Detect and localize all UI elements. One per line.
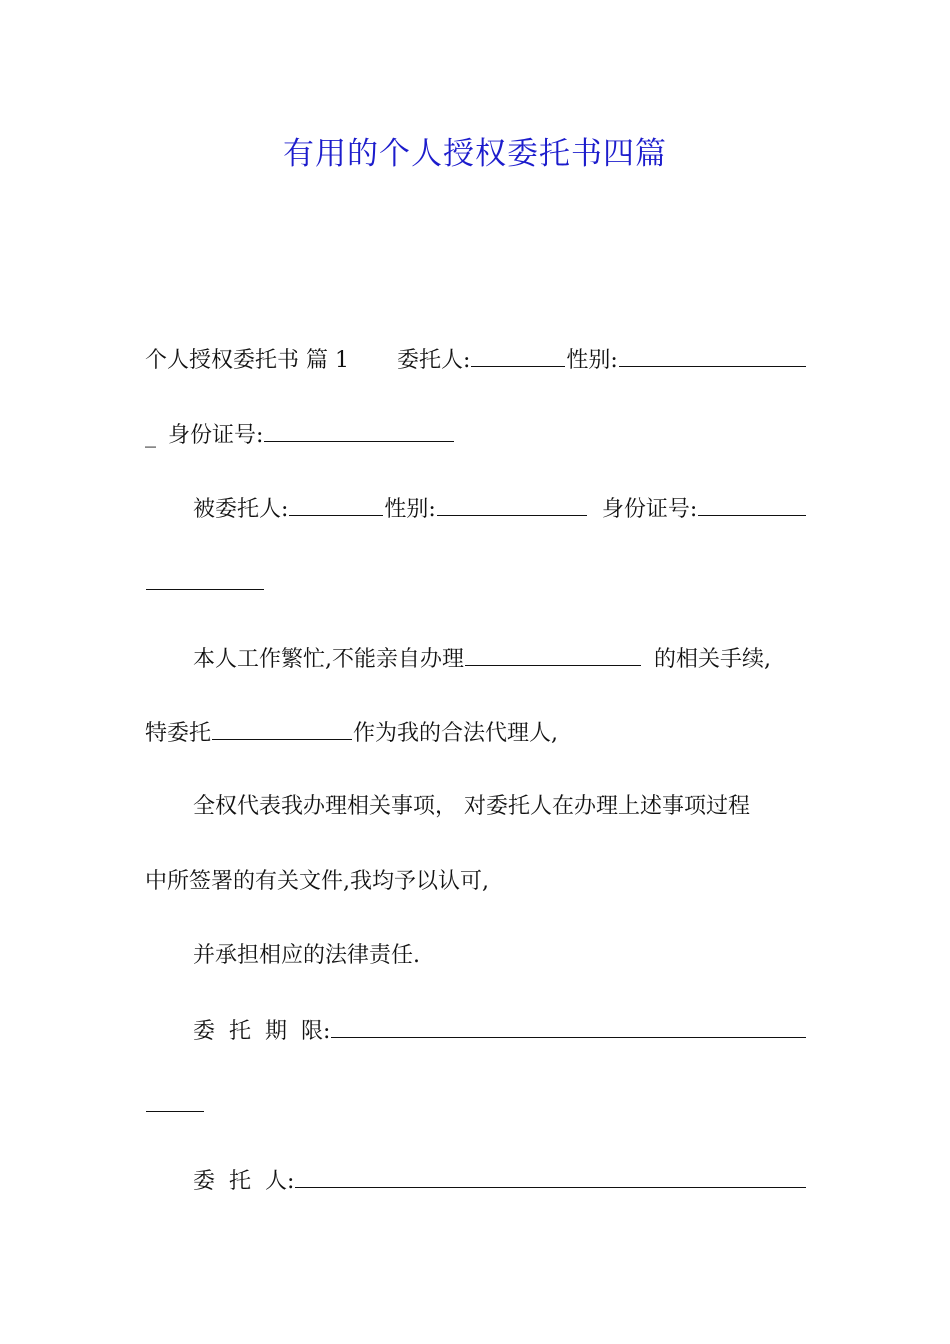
term-line <box>145 1016 807 1046</box>
principal-id-label: 身份证号: <box>168 423 264 448</box>
entrusted-name-blank[interactable] <box>212 718 352 740</box>
principal-line <box>145 345 807 375</box>
principal-sign-blank[interactable] <box>295 1166 806 1188</box>
matter-blank[interactable] <box>465 644 641 666</box>
agent-id-label: 身份证号: <box>601 497 698 522</box>
agent-id-continuation <box>145 568 807 598</box>
agent-id-blank[interactable] <box>698 494 806 516</box>
body-text-busy: 本人工作繁忙,不能亲自办理 <box>193 647 464 672</box>
principal-name-blank[interactable] <box>471 345 565 367</box>
principal-label: 委托人: <box>396 348 471 373</box>
principal-sign-label: 委 托 人: <box>193 1169 295 1194</box>
body-text-entrust: 特委托 <box>145 721 212 746</box>
principal-id-blank[interactable] <box>264 420 454 442</box>
agent-gender-label: 性别: <box>384 497 436 522</box>
principal-id-line <box>145 420 807 450</box>
agent-line <box>145 494 807 524</box>
term-label: 委 托 期 限: <box>193 1019 331 1044</box>
term-blank[interactable] <box>331 1016 806 1038</box>
leading-underscore: _ <box>145 423 156 448</box>
agent-label: 被委托人: <box>193 497 289 522</box>
agent-name-blank[interactable] <box>289 494 383 516</box>
agent-id-blank-continued[interactable] <box>146 568 264 590</box>
body-line-3: 全权代表我办理相关事项， 对委托人在办理上述事项过程 <box>193 794 750 819</box>
section-heading: 个人授权委托书 篇 1 <box>145 348 349 373</box>
principal-gender-blank[interactable] <box>619 345 806 367</box>
body-line-4: 中所签署的有关文件,我均予以认可, <box>145 869 489 894</box>
principal-sign-line <box>145 1166 807 1196</box>
agent-gender-blank[interactable] <box>437 494 587 516</box>
body-text-procedures: 的相关手续, <box>654 647 771 672</box>
body-line-1 <box>145 644 807 674</box>
document-title: 有用的个人授权委托书四篇 <box>283 136 667 172</box>
principal-gender-label: 性别: <box>566 348 618 373</box>
term-continuation <box>145 1090 807 1120</box>
body-line-2 <box>145 718 807 748</box>
term-blank-continued[interactable] <box>146 1090 204 1112</box>
body-text-agent: 作为我的合法代理人, <box>353 721 559 746</box>
body-line-5: 并承担相应的法律责任. <box>193 943 420 968</box>
